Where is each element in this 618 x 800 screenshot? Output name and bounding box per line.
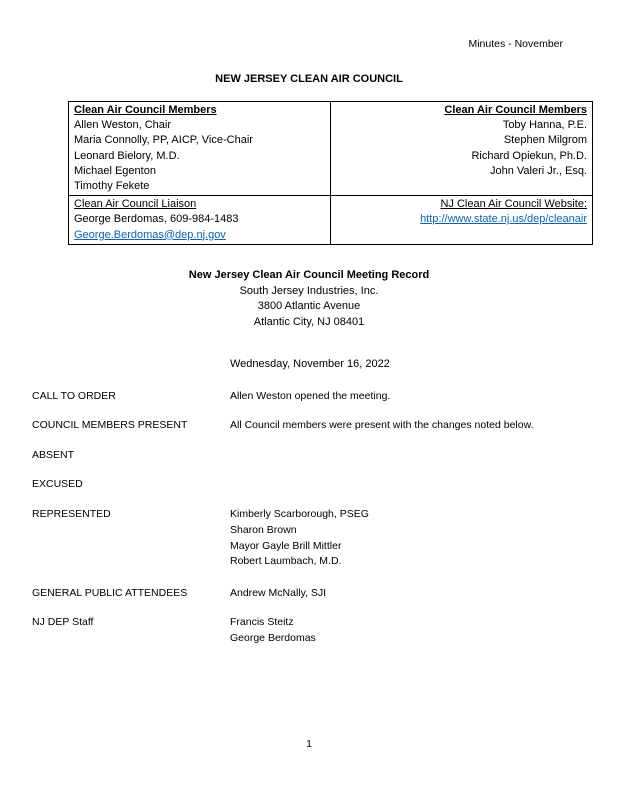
section-value: Allen Weston opened the meeting. bbox=[230, 390, 391, 402]
website-cell bbox=[331, 196, 593, 245]
meeting-heading: New Jersey Clean Air Council Meeting Record bbox=[188, 269, 430, 281]
section-value: All Council members were present with the changes noted below. bbox=[230, 419, 534, 431]
section-label: REPRESENTED bbox=[32, 508, 111, 520]
section-value: Robert Laumbach, M.D. bbox=[230, 555, 342, 568]
section-label: EXCUSED bbox=[32, 478, 83, 490]
right-members-heading: Clean Air Council Members bbox=[444, 104, 587, 116]
meeting-date: Wednesday, November 16, 2022 bbox=[230, 358, 390, 370]
left-members-heading: Clean Air Council Members bbox=[74, 104, 217, 116]
section-value: Andrew McNally, SJI bbox=[230, 587, 327, 599]
website-link[interactable]: http://www.state.nj.us/dep/cleanair bbox=[420, 213, 587, 226]
meeting-record bbox=[0, 268, 618, 330]
liaison-name: George Berdomas, 609-984-1483 bbox=[74, 213, 239, 226]
section-label: ABSENT bbox=[32, 449, 75, 461]
section-value: George Berdomas bbox=[230, 631, 316, 644]
document-title: NEW JERSEY CLEAN AIR COUNCIL bbox=[215, 73, 403, 85]
liaison-cell bbox=[69, 196, 331, 245]
liaison-heading: Clean Air Council Liaison bbox=[74, 198, 197, 211]
header-minutes: Minutes - November bbox=[468, 38, 563, 50]
member-name: Timothy Fekete bbox=[74, 180, 150, 193]
section-value: Francis Steitz bbox=[230, 616, 294, 628]
liaison-email-link[interactable]: George.Berdomas@dep.nj.gov bbox=[74, 228, 226, 241]
section-value: Sharon Brown bbox=[230, 523, 297, 536]
left-members-cell bbox=[69, 102, 331, 196]
member-name: John Valeri Jr., Esq. bbox=[489, 164, 587, 177]
meeting-host: South Jersey Industries, Inc. bbox=[239, 284, 379, 297]
member-name: Allen Weston, Chair bbox=[74, 119, 172, 132]
section-label: COUNCIL MEMBERS PRESENT bbox=[32, 419, 188, 431]
section-values bbox=[230, 615, 316, 647]
member-name: Toby Hanna, P.E. bbox=[502, 119, 587, 132]
page-number: 1 bbox=[306, 738, 312, 750]
member-name: Leonard Bielory, M.D. bbox=[74, 149, 180, 162]
website-heading: NJ Clean Air Council Website: bbox=[440, 198, 587, 211]
section-values bbox=[230, 389, 390, 405]
members-table bbox=[68, 101, 593, 245]
section-label: GENERAL PUBLIC ATTENDEES bbox=[32, 587, 188, 599]
right-members-cell bbox=[331, 102, 593, 196]
section-label: CALL TO ORDER bbox=[32, 390, 116, 402]
section-values bbox=[230, 418, 534, 434]
section-value: Kimberly Scarborough, PSEG bbox=[230, 508, 369, 520]
meeting-city: Atlantic City, NJ 08401 bbox=[253, 315, 365, 328]
member-name: Richard Opiekun, Ph.D. bbox=[471, 149, 587, 162]
section-label: NJ DEP Staff bbox=[32, 616, 94, 628]
section-value: Mayor Gayle Brill Mittler bbox=[230, 539, 342, 552]
member-name: Michael Egenton bbox=[74, 164, 156, 177]
member-name: Maria Connolly, PP, AICP, Vice-Chair bbox=[74, 134, 253, 147]
section-values bbox=[230, 586, 326, 602]
meeting-street: 3800 Atlantic Avenue bbox=[257, 300, 361, 312]
member-name: Stephen Milgrom bbox=[503, 134, 587, 147]
section-values bbox=[230, 507, 369, 570]
